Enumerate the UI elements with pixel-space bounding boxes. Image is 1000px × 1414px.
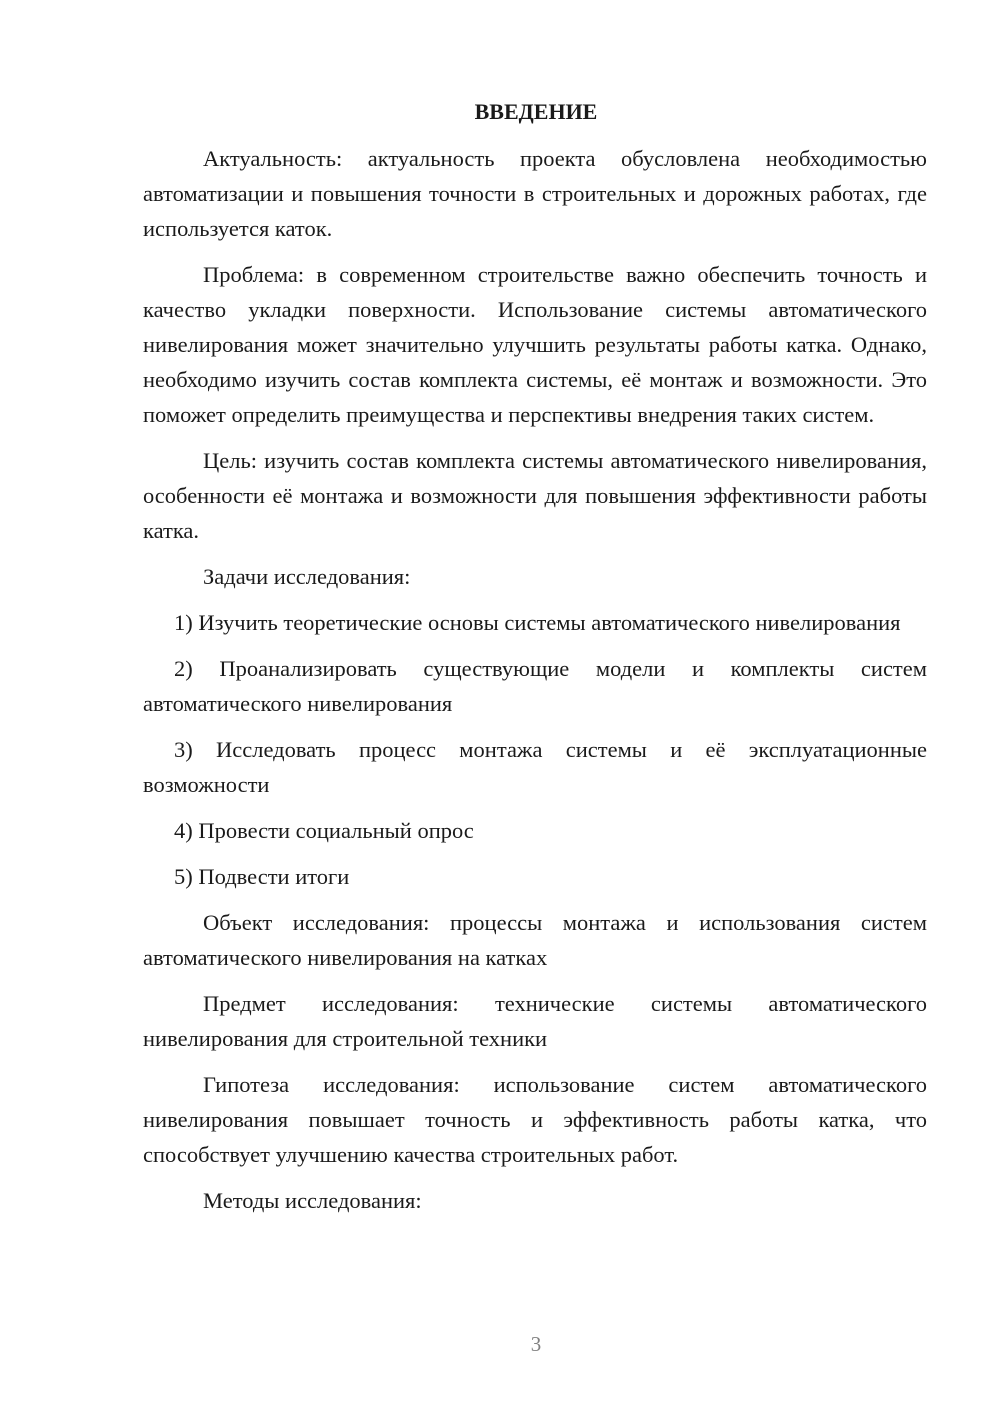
tasks-heading: Задачи исследования: (203, 564, 411, 589)
page-title: ВВЕДЕНИЕ (474, 99, 598, 124)
page-content (143, 94, 927, 1218)
paragraph-hypothesis: Гипотеза исследования: использование систем автоматического нивелирования повышает точность и эффективность работы катка, что способствует улучшению качества строительных работ. (143, 1072, 927, 1167)
tasks-list (143, 605, 927, 894)
methods-heading: Методы исследования: (203, 1188, 422, 1213)
list-item: 2) Проанализировать существующие модели и комплекты систем автоматического нивелирования (143, 656, 927, 716)
list-item: 5) Подвести итоги (174, 864, 350, 889)
list-item: 3) Исследовать процесс монтажа системы и её эксплуатационные возможности (143, 737, 927, 797)
paragraph-problem: Проблема: в современном строительстве важно обеспечить точность и качество укладки поверхности. Использование системы автоматического нивелирования может значительно улучшить результаты работы катка. Однако, необходимо изучить состав комплекта системы, её монтаж и возможности. Это поможет определить преимущества и перспективы внедрения таких систем. (143, 262, 927, 427)
list-item: 1) Изучить теоретические основы системы автоматического нивелирования (174, 610, 901, 635)
list-item: 4) Провести социальный опрос (174, 818, 474, 843)
page-number: 3 (530, 1332, 542, 1356)
paragraph-relevance: Актуальность: актуальность проекта обусловлена необходимостью автоматизации и повышения точности в строительных и дорожных работах, где используется каток. (143, 146, 927, 241)
paragraph-subject: Предмет исследования: технические системы автоматического нивелирования для строительной техники (143, 991, 927, 1051)
paragraph-goal: Цель: изучить состав комплекта системы автоматического нивелирования, особенности её монтажа и возможности для повышения эффективности работы катка. (143, 448, 927, 543)
paragraph-object: Объект исследования: процессы монтажа и использования систем автоматического нивелирования на катках (143, 910, 927, 970)
